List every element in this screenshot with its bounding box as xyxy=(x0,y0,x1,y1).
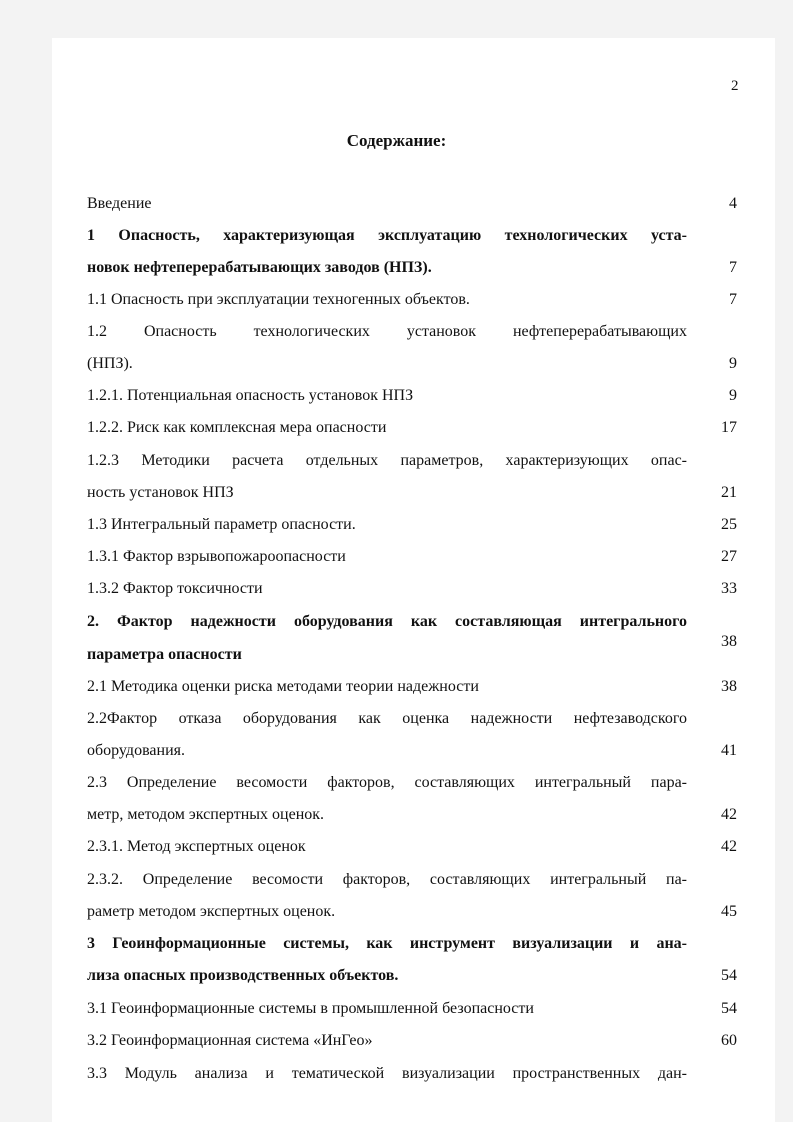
toc-entry-page: 41 xyxy=(721,742,737,759)
toc-entry-page: 54 xyxy=(721,1000,737,1017)
toc-entry-text: 2. Фактор надежности оборудования как составляющая интегрального xyxy=(87,613,687,630)
toc-entry-text: оборудования. xyxy=(87,742,185,759)
toc-entry-text: 1.2.3 Методики расчета отдельных параметров, характеризующих опас- xyxy=(87,452,687,469)
toc-entry-text: 1.1 Опасность при эксплуатации техногенных объектов. xyxy=(87,291,470,308)
toc-entry-page: 42 xyxy=(721,838,737,855)
toc-entry-text: параметра опасности xyxy=(87,646,242,663)
toc-entry-text: раметр методом экспертных оценок. xyxy=(87,903,336,920)
toc-entry-page: 38 xyxy=(721,633,737,650)
toc-entry-page: 9 xyxy=(729,355,737,372)
toc-entry-text: 2.3.1. Метод экспертных оценок xyxy=(87,838,306,855)
toc-entry-page: 38 xyxy=(721,678,737,695)
page-number: 2 xyxy=(731,78,739,94)
toc-entry-text: 1.3 Интегральный параметр опасности. xyxy=(87,516,356,533)
toc-entry-page: 4 xyxy=(729,195,737,212)
toc-title: Содержание: xyxy=(346,131,447,150)
toc-entry-text: 3.1 Геоинформационные системы в промышленной безопасности xyxy=(87,1000,534,1017)
toc-entry-page: 25 xyxy=(721,516,737,533)
toc-entry-text: ность установок НПЗ xyxy=(87,484,234,501)
toc-entry-page: 60 xyxy=(721,1032,737,1049)
toc-entry-text: 1.3.2 Фактор токсичности xyxy=(87,580,263,597)
toc-entry-page: 9 xyxy=(729,387,737,404)
toc-entry-text: 1.2.2. Риск как комплексная мера опасности xyxy=(87,419,387,436)
toc-entry-text: 2.2Фактор отказа оборудования как оценка надежности нефтезаводского xyxy=(87,710,687,727)
toc-entry-text: 1.2 Опасность технологических установок нефтеперерабатывающих xyxy=(87,323,687,340)
toc-entry-text: 1 Опасность, характеризующая эксплуатацию технологических уста- xyxy=(87,227,687,244)
toc-entry-page: 27 xyxy=(721,548,737,565)
toc-entry-page: 42 xyxy=(721,806,737,823)
toc-entry-page: 21 xyxy=(721,484,737,501)
toc-entry-text: 3.2 Геоинформационная система «ИнГео» xyxy=(87,1032,373,1049)
toc-entry-page: 7 xyxy=(729,259,737,276)
toc-entry-text: лиза опасных производственных объектов. xyxy=(87,967,399,984)
toc-entry-text: новок нефтеперерабатывающих заводов (НПЗ). xyxy=(87,259,432,276)
toc-entry-text: 2.3.2. Определение весомости факторов, составляющих интегральный па- xyxy=(87,871,687,888)
toc-entry-text: метр, методом экспертных оценок. xyxy=(87,806,325,823)
toc-entry-page: 17 xyxy=(721,419,737,436)
toc-entry-text: Введение xyxy=(87,195,152,212)
toc-entry-text: 1.3.1 Фактор взрывопожароопасности xyxy=(87,548,346,565)
toc-entry-text: 3.3 Модуль анализа и тематической визуализации пространственных дан- xyxy=(87,1065,687,1082)
toc-entry-text: 1.2.1. Потенциальная опасность установок НПЗ xyxy=(87,387,414,404)
toc-entry-text: 2.3 Определение весомости факторов, составляющих интегральный пара- xyxy=(87,774,687,791)
toc-entry-text: 3 Геоинформационные системы, как инструмент визуализации и ана- xyxy=(87,935,687,952)
toc-entry-page: 45 xyxy=(721,903,737,920)
toc-entry-page: 33 xyxy=(721,580,737,597)
toc-entry-page: 7 xyxy=(729,291,737,308)
toc-entry-text: 2.1 Методика оценки риска методами теории надежности xyxy=(87,678,479,695)
toc-entry-text: (НПЗ). xyxy=(87,355,133,372)
toc-entry-page: 54 xyxy=(721,967,737,984)
